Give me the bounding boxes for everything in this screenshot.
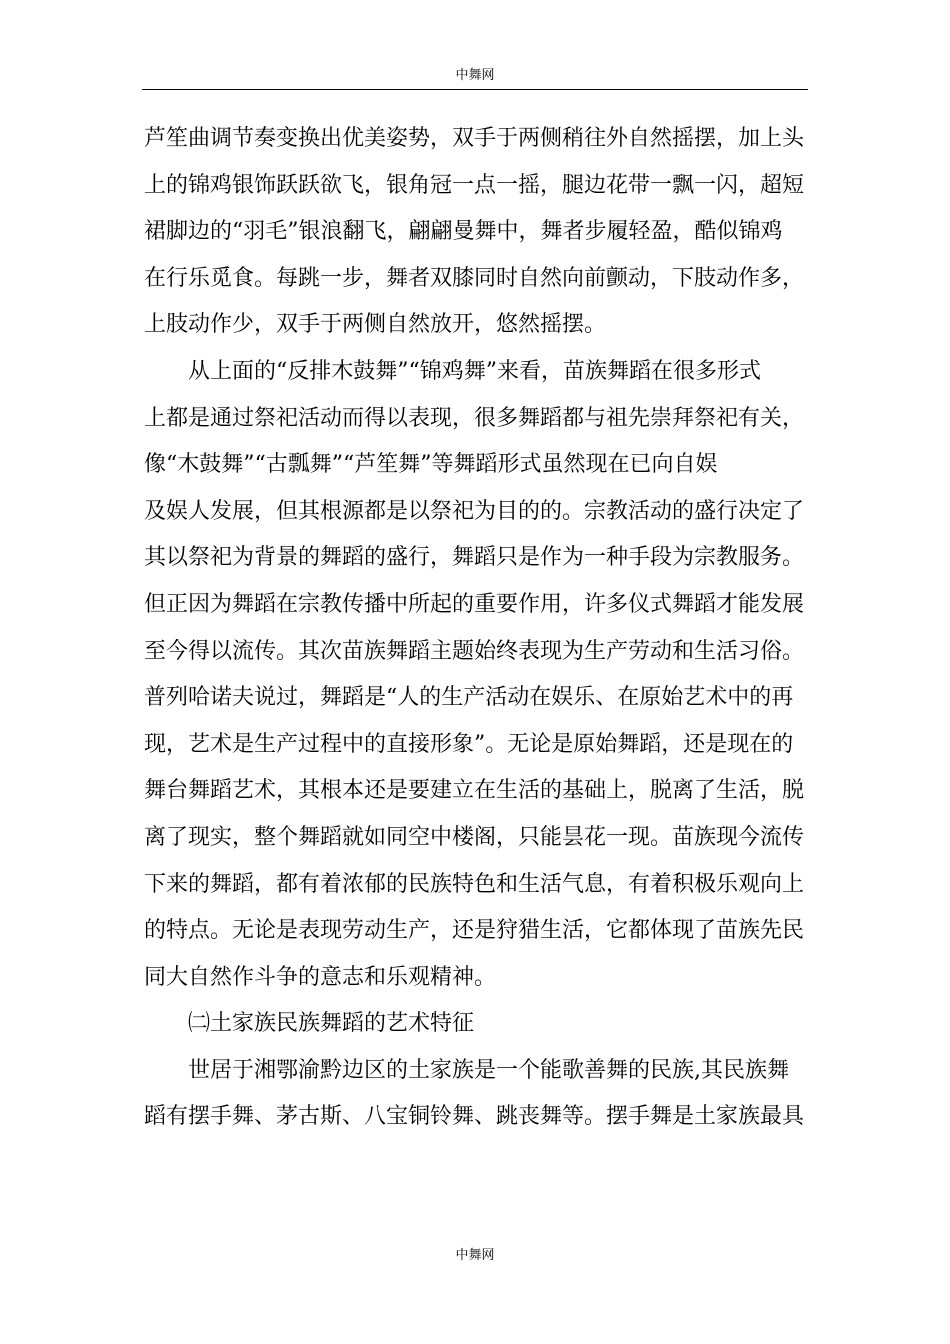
text-line: 芦笙曲调节奏变换出优美姿势，双手于两侧稍往外自然摇摆，加上头 (144, 126, 805, 151)
text-line: 其以祭祀为背景的舞蹈的盛行，舞蹈只是作为一种手段为宗教服务。 (144, 545, 805, 571)
text-line: 同大自然作斗争的意志和乐观精神。 (144, 964, 497, 990)
text-line: 蹈有摆手舞、茅古斯、八宝铜铃舞、跳丧舞等。摆手舞是土家族最具 (144, 1104, 805, 1130)
paragraph-first-line: 从上面的“反排木鼓舞”“锦鸡舞”来看，苗族舞蹈在很多形式 (188, 358, 761, 384)
text-line: 在行乐觅食。每跳一步，舞者双膝同时自然向前颤动，下肢动作多， (144, 265, 805, 291)
page-footer: 中舞网 (455, 1248, 495, 1263)
text-line: 至今得以流传。其次苗族舞蹈主题始终表现为生产劳动和生活习俗。 (144, 638, 805, 664)
text-line: 及娱人发展，但其根源都是以祭祀为目的的。宗教活动的盛行决定了 (144, 498, 805, 524)
text-line: 现，艺术是生产过程中的直接形象”。无论是原始舞蹈，还是现在的 (144, 731, 794, 757)
text-line: 上都是通过祭祀活动而得以表现，很多舞蹈都与祖先崇拜祭祀有关， (144, 405, 805, 431)
header-rule (142, 89, 808, 90)
text-line: 离了现实，整个舞蹈就如同空中楼阁，只能昙花一现。苗族现今流传 (144, 824, 805, 850)
page-header: 中舞网 (455, 68, 495, 83)
section-heading: ㈡土家族民族舞蹈的艺术特征 (188, 1011, 475, 1037)
text-line: 下来的舞蹈，都有着浓郁的民族特色和生活气息，有着积极乐观向上 (144, 871, 805, 897)
text-line: 上肢动作少，双手于两侧自然放开，悠然摇摆。 (144, 312, 607, 338)
text-line: 舞台舞蹈艺术，其根本还是要建立在生活的基础上，脱离了生活，脱 (144, 778, 805, 804)
text-line: 上的锦鸡银饰跃跃欲飞，银角冠一点一摇，腿边花带一飘一闪，超短 (144, 172, 805, 198)
text-line: 像“木鼓舞”“古瓢舞”“芦笙舞”等舞蹈形式虽然现在已向自娱 (144, 452, 718, 478)
text-line: 的特点。无论是表现劳动生产，还是狩猎生活，它都体现了苗族先民 (144, 918, 805, 944)
text-line: 普列哈诺夫说过，舞蹈是“人的生产活动在娱乐、在原始艺术中的再 (144, 685, 794, 711)
text-line: 裙脚边的“羽毛”银浪翻飞，翩翩曼舞中，舞者步履轻盈，酷似锦鸡 (144, 219, 783, 245)
text-line: 但正因为舞蹈在宗教传播中所起的重要作用，许多仪式舞蹈才能发展 (144, 591, 805, 617)
paragraph-first-line: 世居于湘鄂渝黔边区的土家族是一个能歌善舞的民族,其民族舞 (188, 1057, 789, 1083)
document-body (144, 116, 810, 1141)
